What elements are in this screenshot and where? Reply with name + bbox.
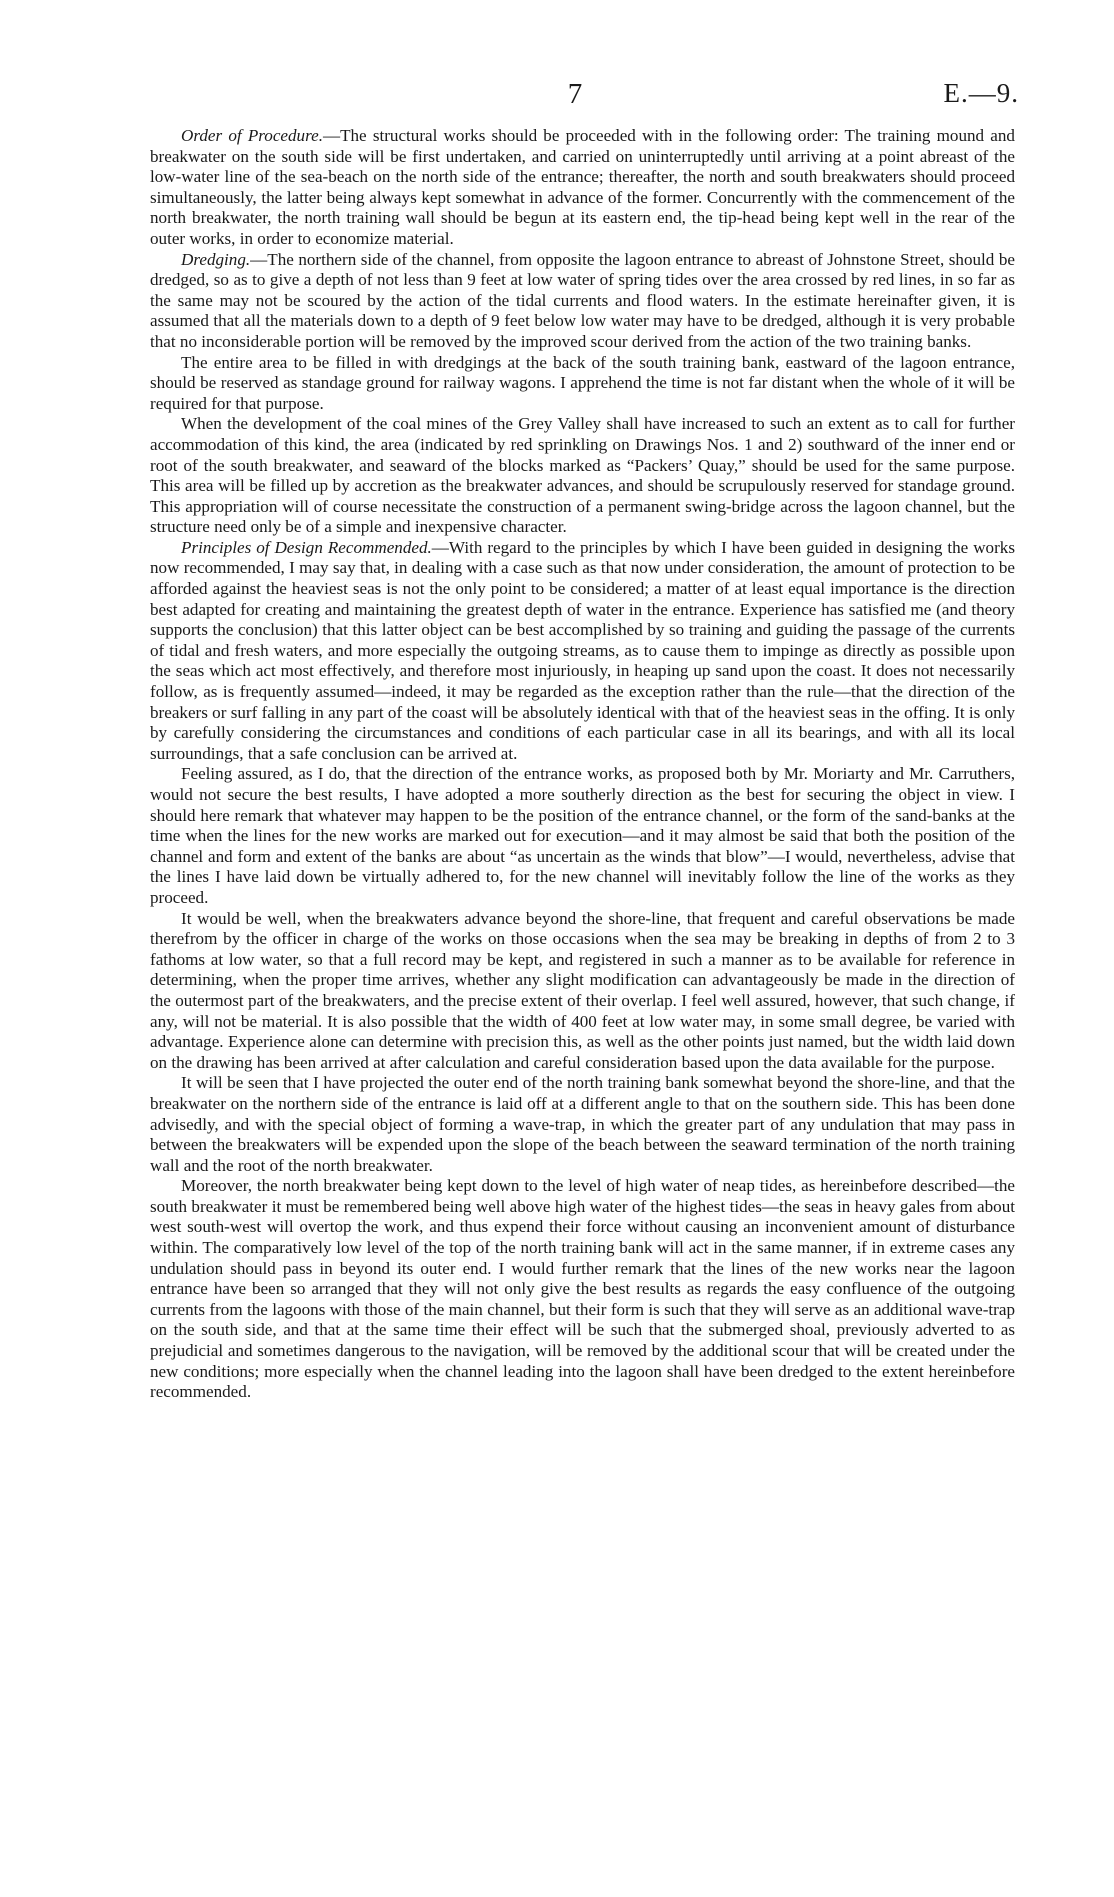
paragraph-order-of-procedure bbox=[150, 126, 1015, 250]
paragraph-text: It will be seen that I have projected the outer end of the north training bank somewhat beyond the shore-line, and that the breakwater on the northern side of the entrance is laid off at a different angle to that on the southern side. This has been done advisedly, and with the special object of forming a wave-trap, in which the greater part of any undulation that may pass in between the breakwaters will be expended upon the slope of the beach between the seaward termination of the north training wall and the root of the north breakwater. bbox=[150, 1073, 1015, 1175]
page-number: 7 bbox=[567, 78, 583, 110]
paragraph-dredging bbox=[150, 250, 1015, 353]
document-reference: E.—9. bbox=[943, 78, 1019, 108]
paragraph-heading: Order of Procedure. bbox=[181, 126, 323, 145]
paragraph-wave-trap bbox=[150, 1073, 1015, 1176]
paragraph-north-breakwater bbox=[150, 1176, 1015, 1403]
paragraph-text: Feeling assured, as I do, that the direction of the entrance works, as proposed both by Mr. Moriarty and Mr. Carruthers, would not secure the best results, I have adopted a more southerly direction as the best for securing the object in view. I should here remark that whatever may happen to be the position of the entrance channel, or the form of the sand-banks at the time when the lines for the new works are marked out for execution—and it may almost be said that both the position of the channel and form and extent of the banks are about “as uncertain as the winds that blow”—I would, nevertheless, advise that the lines I have laid down be virtually adhered to, for the new channel will inevitably follow the line of the works as they proceed. bbox=[150, 764, 1015, 907]
paragraph-text: —With regard to the principles by which I have been guided in designing the works now recommended, I may say that, in dealing with a case such as that now under consideration, the amount of protection to be afforded against the heaviest seas is not the only point to be considered; a matter of at least equal importance is the direction best adapted for creating and maintaining the greatest depth of water in the entrance. Experience has satisfied me (and theory supports the conclusion) that this latter object can be best accomplished by so training and guiding the passage of the currents of tidal and fresh waters, and more especially the outgoing streams, as to cause them to impinge as directly as possible upon the seas which act most effectively, and therefore most injuriously, in heaping up sand upon the coast. It does not necessarily follow, as is frequently assumed—indeed, it may be regarded as the exception rather than the rule—that the direction of the breakers or surf falling in any part of the coast will be absolutely identical with that of the heaviest seas in the offing. It is only by carefully considering the circumstances and conditions of each particular case in all its bearings, and with all its local surroundings, that a safe conclusion can be arrived at. bbox=[150, 537, 1015, 763]
paragraph-text: Moreover, the north breakwater being kept down to the level of high water of neap tides, as hereinbefore described—the south breakwater it must be remembered being well above high water of the highest tides—the seas in heavy gales from about west south-west will overtop the work, and thus expend their force without causing an inconvenient amount of disturbance within. The comparatively low level of the top of the north training bank will act in the same manner, if in extreme cases any undulation should pass in beyond its outer end. I would further remark that the lines of the new works near the lagoon entrance have been so arranged that they will not only give the best results as regards the easy confluence of the outgoing currents from the lagoons with those of the main channel, but their form is such that they will serve as an additional wave-trap on the south side, and that at the same time their effect will be such that the submerged shoal, previously adverted to as prejudicial and sometimes dangerous to the navigation, will be removed by the additional scour that will be created under the new conditions; more especially when the channel leading into the lagoon shall have been dredged to the extent hereinbefore recommended. bbox=[150, 1176, 1015, 1402]
page-header bbox=[155, 78, 1019, 114]
paragraph-heading: Principles of Design Recommended. bbox=[181, 537, 432, 557]
document-body bbox=[150, 126, 1015, 1403]
paragraph-text: —The northern side of the channel, from opposite the lagoon entrance to abreast of Johnstone Street, should be dredged, so as to give a depth of not less than 9 feet at low water of spring tides over the area crossed by red lines, in so far as the same may not be scoured by the action of the tidal currents and flood waters. In the estimate hereinafter given, it is assumed that all the materials down to a depth of 9 feet below low water may have to be dredged, although it is very probable that no inconsiderable portion will be removed by the improved scour derived from the action of the two training banks. bbox=[150, 249, 1015, 351]
paragraph-principles-of-design bbox=[150, 538, 1015, 765]
paragraph-heading: Dredging. bbox=[181, 249, 251, 269]
paragraph-entrance-direction bbox=[150, 764, 1015, 908]
paragraph-grey-valley bbox=[150, 414, 1015, 538]
paragraph-text: The entire area to be filled in with dredgings at the back of the south training bank, eastward of the lagoon entrance, should be reserved as standage ground for railway wagons. I apprehend the time is not far distant when the whole of it will be required for that purpose. bbox=[150, 352, 1015, 413]
paragraph-standage-ground bbox=[150, 353, 1015, 415]
paragraph-text: It would be well, when the breakwaters advance beyond the shore-line, that frequent and careful observations be made therefrom by the officer in charge of the works on those occasions when the sea may be breaking in depths of from 2 to 3 fathoms at low water, so that a full record may be kept, and registered in such a manner as to be available for reference in determining, when the proper time arrives, whether any slight modification can advantageously be made in the direction of the outermost part of the breakwaters, and the precise extent of their overlap. I feel well assured, however, that such change, if any, will not be material. It is also possible that the width of 400 feet at low water may, in some small degree, be varied with advantage. Experience alone can determine with precision this, as well as the other points just named, but the width laid down on the drawing has been arrived at after calculation and careful consideration based upon the data available for the purpose. bbox=[150, 908, 1015, 1072]
paragraph-text: —The structural works should be proceeded with in the following order: The training mound and breakwater on the south side will be first undertaken, and carried on uninterruptedly until arriving at a point abreast of the low-water line of the sea-beach on the north side of the entrance; thereafter, the north and south breakwaters should proceed simultaneously, the latter being always kept somewhat in advance of the former. Concurrently with the commencement of the north breakwater, the north training wall should be begun at its eastern end, the tip-head being kept well in the rear of the outer works, in order to economize material. bbox=[150, 126, 1015, 248]
paragraph-observations bbox=[150, 909, 1015, 1074]
paragraph-text: When the development of the coal mines of the Grey Valley shall have increased to such an extent as to call for further accommodation of this kind, the area (indicated by red sprinkling on Drawings Nos. 1 and 2) southward of the inner end or root of the south breakwater, and seaward of the blocks marked as “Packers’ Quay,” should be used for the same purpose. This area will be filled up by accretion as the breakwater advances, and should be scrupulously reserved for standage ground. This appropriation will of course necessitate the construction of a permanent swing-bridge across the lagoon channel, but the structure need only be of a simple and inexpensive character. bbox=[150, 414, 1015, 537]
